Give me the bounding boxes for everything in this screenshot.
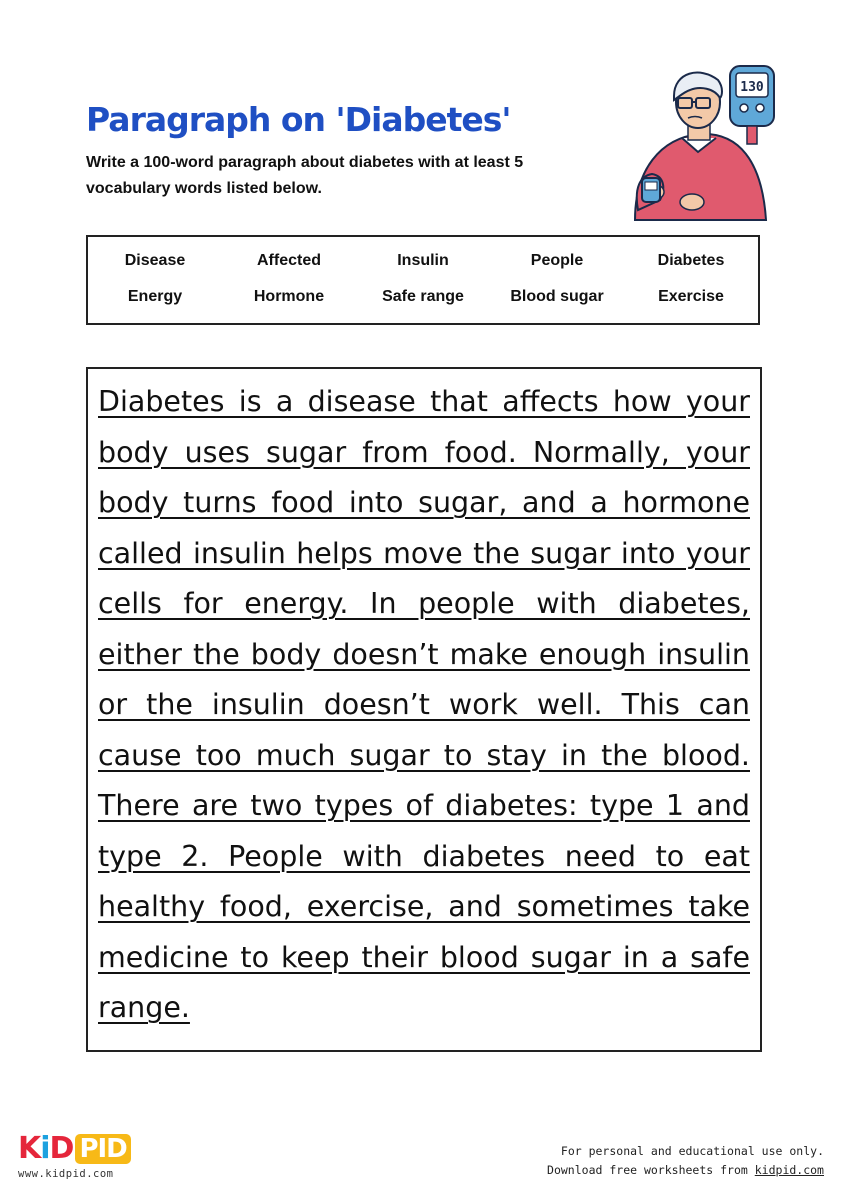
worksheet-instructions: Write a 100-word paragraph about diabetes with at least 5 vocabulary words listed below. bbox=[86, 154, 524, 197]
logo-letter-k: K bbox=[18, 1131, 41, 1166]
vocab-word: Hormone bbox=[253, 288, 325, 305]
brand-url: www.kidpid.com bbox=[18, 1168, 114, 1180]
vocab-word: People bbox=[530, 252, 584, 269]
vocab-word: Blood sugar bbox=[510, 288, 604, 305]
kidpid-brand bbox=[18, 1132, 148, 1190]
vocabulary-box bbox=[86, 235, 760, 325]
footer-note bbox=[547, 1142, 824, 1180]
vocab-word: Energy bbox=[127, 288, 183, 305]
footer-download-prefix: Download free worksheets from bbox=[547, 1163, 755, 1177]
kidpid-logo bbox=[18, 1132, 148, 1166]
vocab-word: Affected bbox=[256, 252, 321, 269]
elderly-man-glucometer-illustration bbox=[630, 60, 780, 225]
vocab-word: Disease bbox=[124, 252, 186, 269]
logo-letter-d: D bbox=[49, 1131, 74, 1166]
footer-usage-line: For personal and educational use only. bbox=[560, 1144, 824, 1158]
vocab-word: Exercise bbox=[658, 288, 724, 305]
vocab-word: Insulin bbox=[397, 252, 449, 269]
vocab-word: Diabetes bbox=[657, 252, 725, 269]
vocab-word: Safe range bbox=[382, 288, 464, 305]
footer-download-line bbox=[547, 1161, 824, 1180]
logo-pid-badge: PID bbox=[75, 1134, 130, 1164]
logo-letter-i: i bbox=[40, 1131, 50, 1166]
paragraph-box bbox=[86, 367, 762, 1052]
footer-kidpid-link[interactable]: kidpid.com bbox=[754, 1163, 824, 1177]
paragraph-text: Diabetes is a disease that affects how your body uses sugar from food. Normally, your body turns food into sugar, and a hormone called insulin helps move the sugar into your cells for energy. In people with diabetes, either the body doesn’t make enough insulin or the insulin doesn’t work well. This can cause too much sugar to stay in the blood. There are two types of diabetes: type 1 and type 2. People with diabetes need to eat healthy food, exercise, and sometimes take medicine to keep their blood sugar in a safe range. bbox=[98, 385, 750, 1024]
meter-reading: 130 bbox=[740, 80, 764, 95]
worksheet-title: Paragraph on 'Diabetes' bbox=[86, 100, 511, 139]
